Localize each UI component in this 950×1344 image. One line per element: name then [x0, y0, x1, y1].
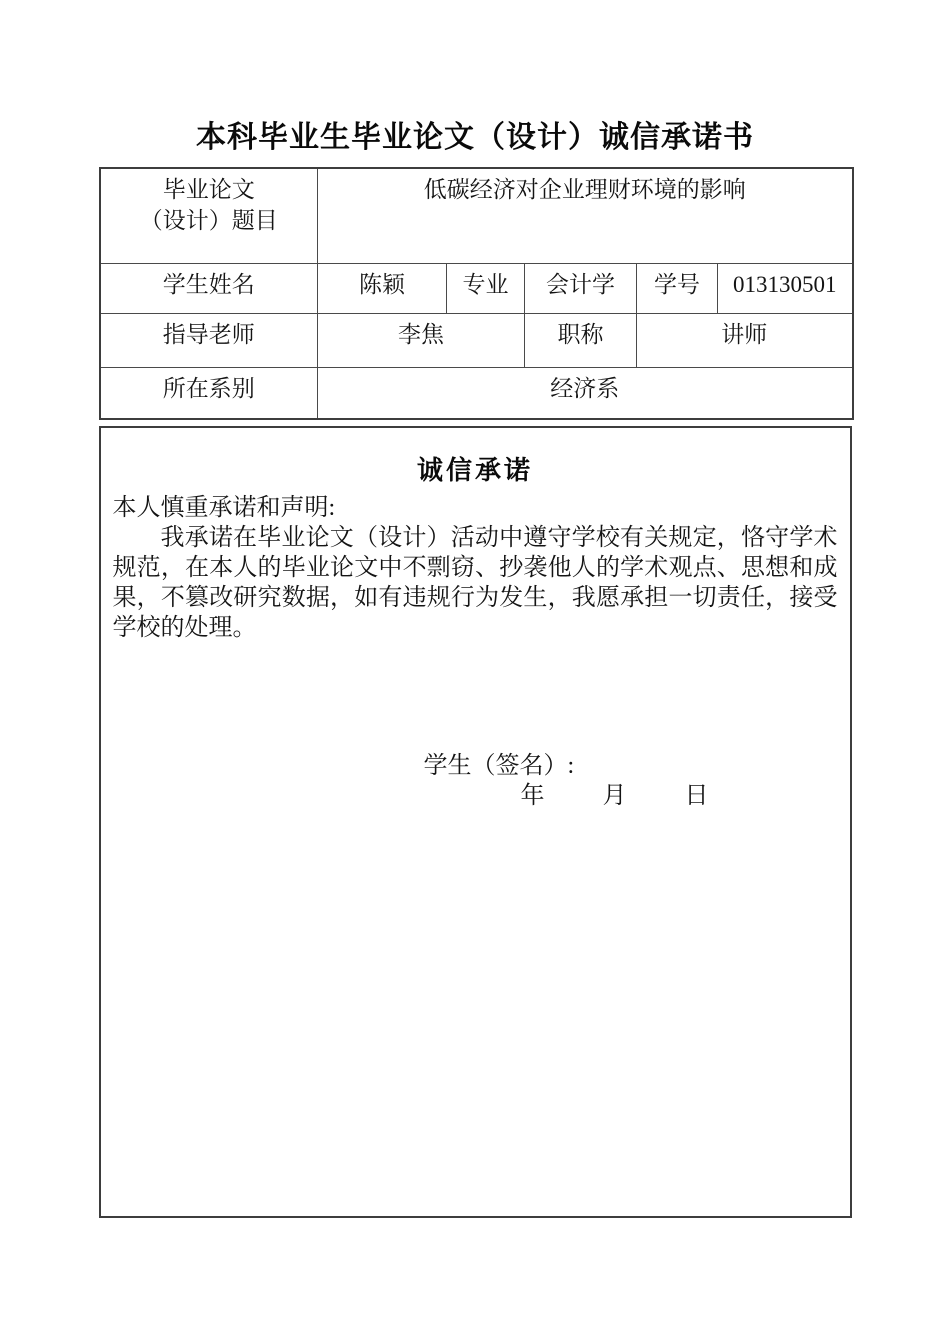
thesis-title-value-cell: 低碳经济对企业理财环境的影响 — [318, 168, 853, 263]
year-label: 年 — [520, 783, 545, 809]
student-name-value-cell: 陈颖 — [318, 263, 447, 313]
major-value-cell: 会计学 — [525, 263, 637, 313]
thesis-title-row — [100, 168, 853, 263]
commitment-box — [99, 426, 852, 1218]
advisor-row — [100, 313, 853, 367]
info-table-container — [99, 167, 852, 420]
signature-date-line — [521, 781, 850, 811]
commitment-heading: 诚信承诺 — [416, 456, 533, 485]
title-rank-value-cell: 讲师 — [637, 313, 853, 367]
info-table — [99, 167, 854, 420]
thesis-title-label-cell — [100, 168, 318, 263]
department-row — [100, 367, 853, 419]
day-label: 日 — [684, 783, 709, 809]
student-row — [100, 263, 853, 313]
document-title: 本科毕业生毕业论文（设计）诚信承诺书 — [196, 121, 754, 154]
department-value-cell: 经济系 — [318, 367, 853, 419]
student-signature-label: 学生（签名）: — [423, 753, 575, 779]
commitment-declaration: 本人慎重承诺和声明: — [112, 495, 336, 521]
thesis-title-label-line2: （设计）题目 — [139, 208, 278, 233]
student-id-value-cell: 013130501 — [718, 263, 853, 313]
month-label: 月 — [602, 783, 627, 809]
student-name-label-cell: 学生姓名 — [100, 263, 318, 313]
advisor-label-cell: 指导老师 — [100, 313, 318, 367]
title-rank-label-cell: 职称 — [525, 313, 637, 367]
department-label-cell: 所在系别 — [100, 367, 318, 419]
major-label-cell: 专业 — [447, 263, 525, 313]
commitment-body-text: 我承诺在毕业论文（设计）活动中遵守学校有关规定，恪守学术规范，在本人的毕业论文中不剽窃、抄袭他人的学术观点、思想和成果，不篡改研究数据，如有违规行为发生，我愿承担一切责任，接受学校的处理。 — [112, 525, 838, 641]
advisor-value-cell: 李焦 — [318, 313, 525, 367]
thesis-title-label-line1: 毕业论文 — [162, 177, 255, 202]
student-id-label-cell: 学号 — [637, 263, 718, 313]
